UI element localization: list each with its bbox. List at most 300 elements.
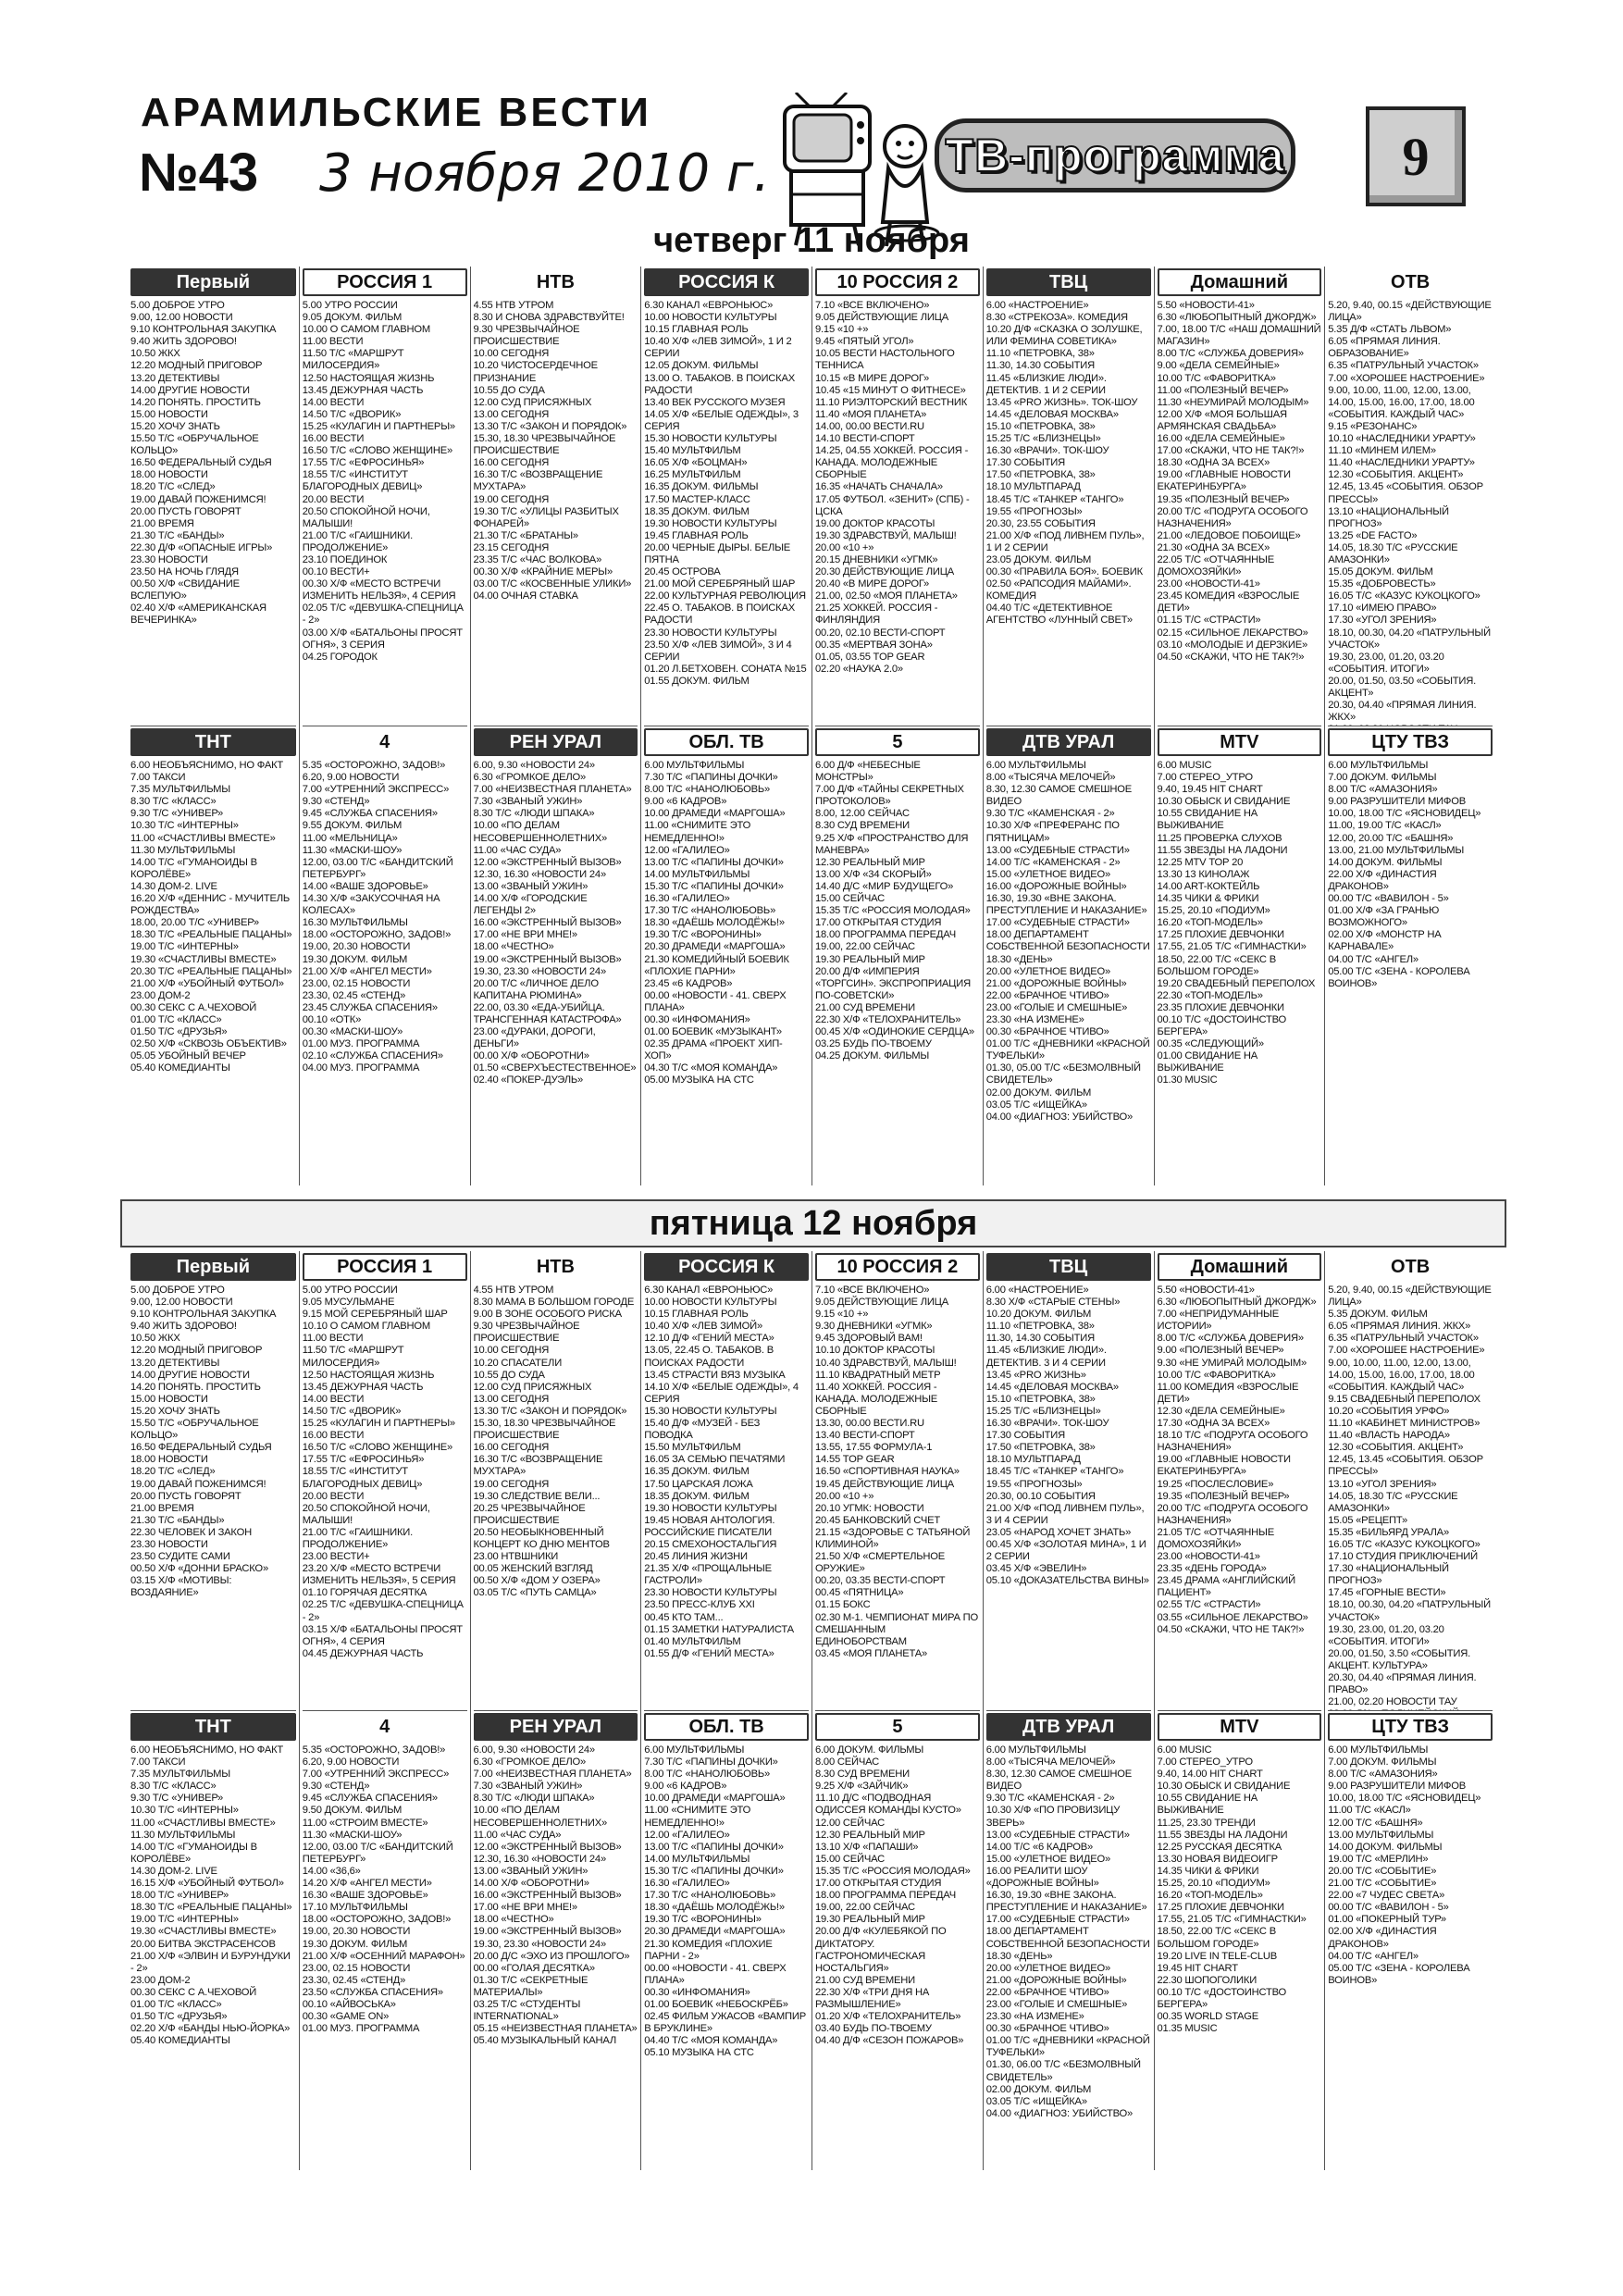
channel-logo: ОТВ [1391,271,1431,292]
program-entry: 04.25 ГОРОДОК [302,651,378,663]
program-entry: 6.05 «ПРЯМАЯ ЛИНИЯ. ЖКХ» [1328,1321,1471,1333]
program-entry: 18.30 Т/С «РЕАЛЬНЫЕ ПАЦАНЫ» [130,929,292,941]
program-entry: 14.20 Х/Ф «АНГЕЛ МЕСТИ» [302,1878,432,1890]
program-entry: 11.50 Т/С «МАРШРУТ МИЛОСЕРДИЯ» [302,348,404,372]
program-entry: 11.55 ЗВЕЗДЫ НА ЛАДОНИ [1157,1829,1288,1841]
program-entry: 23.30 НОВОСТИ [130,1538,208,1550]
program-entry: 20.00 Т/С «ЛИЧНОЕ ДЕЛО КАПИТАНА РЮМИНА» [473,977,599,1001]
program-entry: 16.00 «ДОРОЖНЫЕ ВОЙНЫ» [985,880,1127,892]
program-entry: 00.10 Т/С «ДОСТОИНСТВО БЕРГЕРА» [1157,1986,1287,2010]
program-entry: 19.00 «ЭКСТРЕННЫЙ ВЫЗОВ» [473,953,622,965]
program-entry: 17.30 СОБЫТИЯ [985,457,1065,469]
program-entry: 01.30 MUSIC [1157,1074,1218,1086]
program-entry: 16.00 ВЕСТИ [302,433,365,445]
program-entry: 18.00 ПРОГРАММА ПЕРЕДАЧ [815,1890,956,1902]
program-entry: 02.30 М-1. ЧЕМПИОНАТ МИРА ПО СМЕШАННЫМ ЕДИНОБОРСТВАМ [815,1611,979,1647]
program-entry: 11.55 ЗВЕЗДЫ НА ЛАДОНИ [1157,844,1288,856]
program-entry: 20.00 Д/Ф «ИМПЕРИЯ «ТОРГСИН». ЭКСПРОПРИАЦИЯ ПО-СОВЕТСКИ» [815,965,971,1001]
program-entry: 7.00 «ХОРОШЕЕ НАСТРОЕНИЕ» [1328,372,1485,384]
program-entry: 11.30, 14.30 СОБЫТИЯ [985,1333,1095,1345]
program-entry: 18.10, 00.30, 04.20 «ПАТРУЛЬНЫЙ УЧАСТОК» [1328,1599,1491,1623]
program-entry: 20.00 Т/С «СОБЫТИЕ» [1328,1865,1437,1877]
program-entry: 21.30 Т/С «БАНДЫ» [130,529,225,541]
program-entry: 04.50 «СКАЖИ, ЧТО НЕ ТАК?!» [1157,1623,1305,1635]
channel-logo: MTV [1158,1713,1322,1741]
program-entry: 12.20 МОДНЫЙ ПРИГОВОР [130,360,263,372]
program-entry: 20.00 ВЕСТИ [302,1490,365,1502]
program-entry: 15.50 Т/С «ОБРУЧАЛЬНОЕ КОЛЬЦО» [130,1418,259,1442]
program-entry: 16.05 Т/С «КАЗУС КУКОЦКОГО» [1328,1538,1481,1550]
channel-block [986,267,1151,726]
program-entry: 23.30 НОВОСТИ КУЛЬТУРЫ [644,1587,777,1599]
program-entry: 7.00 Д/Ф «ТАЙНЫ СЕКРЕТНЫХ ПРОТОКОЛОВ» [815,784,964,808]
program-entry: 04.00 Т/С «АНГЕЛ» [1328,1950,1419,1962]
program-entry: 22.30 Х/Ф «ТРИ ДНЯ НА РАЗМЫШЛЕНИЕ» [815,1986,930,2010]
program-entry: 13.30, 00.00 ВЕСТИ.RU [815,1418,924,1430]
channel-block [644,1711,809,2170]
program-entry: 9.25 Х/Ф «ЗАЙЧИК» [815,1781,909,1793]
program-entry: 01.35 MUSIC [1157,2023,1218,2035]
program-entry: 17.50 ЦАРСКАЯ ЛОЖА [644,1478,753,1490]
program-entry: 01.30, 05.00 Т/С «БЕЗМОЛВНЫЙ СВИДЕТЕЛЬ» [985,1062,1141,1086]
program-entry: 02.20 Х/Ф «БАНДЫ НЬЮ-ЙОРКА» [130,2023,291,2035]
channel-block [815,267,980,726]
program-entry: 6.00 МУЛЬТФИЛЬМЫ [644,1744,745,1756]
program-entry: 21.00 Т/С «СОБЫТИЕ» [1328,1878,1437,1890]
program-entry: 00.50 Х/Ф «ДОМ У ОЗЕРА» [473,1575,601,1587]
program-entry: 8.30 Т/С «КЛАСС» [130,1781,217,1793]
program-entry: 5.00 УТРО РОССИИ [302,1285,398,1296]
program-entry: 13.10 «УГОЛ ЗРЕНИЯ» [1328,1478,1437,1490]
program-entry: 13.05, 22.45 О. ТАБАКОВ. В ПОИСКАХ РАДОСТИ [644,1345,774,1369]
program-entry: 12.00, 03.00 Т/С «БАНДИТСКИЙ ПЕТЕРБУРГ» [302,1841,453,1865]
program-entry: 04.00 «ДИАГНОЗ: УБИЙСТВО» [985,2107,1134,2119]
program-entry: 19.30 НОВОСТИ КУЛЬТУРЫ [644,1502,777,1514]
program-entry: 15.25 «КУЛАГИН И ПАРТНЕРЫ» [302,1418,455,1430]
program-entry: 9.55 ДОКУМ. ФИЛЬМ [302,820,403,832]
program-entry: 04.30 Т/С «МОЯ КОМАНДА» [644,1062,778,1074]
program-entry: 12.20 МОДНЫЙ ПРИГОВОР [130,1345,263,1357]
program-entry: 04.25 ДОКУМ. ФИЛЬМЫ [815,1050,930,1062]
program-entry: 20.25 ЧРЕЗВЫЧАЙНОЕ ПРОИСШЕСТВИЕ [473,1502,586,1526]
program-entry: 19.00 СЕГОДНЯ [473,1478,550,1490]
program-entry: 00.10 «ОТК» [302,1013,362,1025]
program-entry: 10.30 ОБЫСК И СВИДАНИЕ [1157,1781,1291,1793]
program-entry: 10.00 Т/С «ФАВОРИТКА» [1157,372,1276,384]
program-entry: 16.30, 19.30 «ВНЕ ЗАКОНА. ПРЕСТУПЛЕНИЕ И НАКАЗАНИЕ» [985,1890,1147,1914]
program-entry: 13.40 ВЕСТИ-СПОРТ [815,1430,915,1442]
program-entry: 03.05 Т/С «ИЩЕЙКА» [985,2095,1087,2107]
program-entry: 02.10 «СЛУЖБА СПАСЕНИЯ» [302,1050,443,1062]
program-entry: 12.30 «СОБЫТИЯ. АКЦЕНТ» [1328,1442,1464,1454]
program-entry: 18.00 «ЧЕСТНО» [473,941,554,953]
program-entry: 12.00 «ЭКСТРЕННЫЙ ВЫЗОВ» [473,856,622,868]
program-entry: 9.15 СВАДЕБНЫЙ ПЕРЕПОЛОХ [1328,1393,1481,1405]
program-entry: 19.45 НОВАЯ АНТОЛОГИЯ. РОССИЙСКИЕ ПИСАТЕЛИ [644,1514,775,1538]
program-entry: 9.30 ДНЕВНИКИ «УГМК» [815,1321,933,1333]
program-entry: 23.50 НА НОЧЬ ГЛЯДЯ [130,566,239,578]
program-entry: 03.10 «МОЛОДЫЕ И ДЕРЗКИЕ» [1157,639,1307,651]
program-entry: 14.00 ДРУГИЕ НОВОСТИ [130,1369,250,1381]
program-entry: 16.00 «ЭКСТРЕННЫЙ ВЫЗОВ» [473,917,622,929]
program-entry: 10.50 ЖКХ [130,348,180,360]
program-entry: 19.00 «ЭКСТРЕННЫЙ ВЫЗОВ» [473,1926,622,1938]
program-entry: 21.50 Х/Ф «СМЕРТЕЛЬНОЕ ОРУЖИЕ» [815,1551,946,1575]
program-entry: 9.30 ЧРЕЗВЫЧАЙНОЕ ПРОИСШЕСТВИЕ [473,324,580,348]
channel-logo: 10 РОССИЯ 2 [815,1253,980,1281]
program-entry: 11.00, 19.00 Т/С «КАСЛ» [1328,820,1442,832]
program-entry: 10.50 ЖКХ [130,1333,180,1345]
program-entry: 9.05 ДЕЙСТВУЮЩИЕ ЛИЦА [815,1297,949,1309]
program-entry: 6.00 «НАСТРОЕНИЕ» [985,1285,1089,1296]
program-entry: 9.50 ДОКУМ. ФИЛЬМ [302,1805,403,1817]
program-entry: 18.30 «ДАЁШЬ МОЛОДЁЖЬ!» [644,917,785,929]
program-entry: 17.30 «ОДНА ЗА ВСЕХ» [1157,1418,1270,1430]
program-entry: 10.40 Х/Ф «ЛЕВ ЗИМОЙ», 1 И 2 СЕРИИ [644,336,792,360]
program-entry: 22.00 «БРАЧНОЕ ЧТИВО» [985,989,1109,1001]
program-entry: 17.10 МУЛЬТФИЛЬМЫ [302,1902,408,1914]
program-entry: 02.45 ФИЛЬМ УЖАСОВ «ВАМПИР В БРУКЛИНЕ» [644,2011,806,2035]
program-entry: 18.20 Т/С «СЛЕД» [130,481,216,493]
program-entry: 13.45 ДЕЖУРНАЯ ЧАСТЬ [302,1381,424,1393]
program-entry: 10.40 ЗДРАВСТВУЙ, МАЛЫШ! [815,1357,957,1369]
program-entry: 17.00 «НЕ ВРИ МНЕ!» [473,1902,577,1914]
program-entry: 4.55 НТВ УТРОМ [473,1285,554,1296]
program-entry: 15.00 «УЛЕТНОЕ ВИДЕО» [985,868,1111,880]
program-entry: 23.00 ДОМ-2 [130,1974,191,1986]
program-entry: 4.55 НТВ УТРОМ [473,300,554,311]
program-entry: 13.45 «PRO ЖИЗНЬ». ТОК-ШОУ [985,396,1138,408]
program-entry: 19.00 ДОКТОР КРАСОТЫ [815,517,935,529]
program-entry: 01.15 Т/С «СТРАСТИ» [1157,614,1261,627]
program-entry: 16.05 Х/Ф «БОЦМАН» [644,457,748,469]
program-entry: 18.00 ПРОГРАММА ПЕРЕДАЧ [815,929,956,941]
program-entry: 22.00 «7 ЧУДЕС СВЕТА» [1328,1890,1445,1902]
program-entry: 11.00 КОМЕДИЯ «ВЗРОСЛЫЕ ДЕТИ» [1157,1381,1299,1405]
program-entry: 20.00 Д/Ф «КУЛЕБЯКОЙ ПО ДИКТАТОРУ. ГАСТРОНОМИЧЕСКАЯ НОСТАЛЬГИЯ» [815,1926,947,1974]
program-entry: 9.15 «РЕЗОНАНС» [1328,420,1418,432]
program-entry: 23.15 СЕГОДНЯ [473,541,550,553]
program-entry: 04.45 ДЕЖУРНАЯ ЧАСТЬ [302,1647,424,1659]
channel-logo: Домашний [1158,1253,1322,1281]
program-entry: 21.30 Т/С «БАНДЫ» [130,1514,225,1526]
program-entry: 8.00 «ТЫСЯЧА МЕЛОЧЕЙ» [985,1756,1116,1769]
program-entry: 20.00 Т/С «ПОДРУГА ОСОБОГО НАЗНАЧЕНИЯ» [1157,505,1308,529]
program-entry: 9.10 КОНТРОЛЬНАЯ ЗАКУПКА [130,324,277,336]
channel-block [986,1711,1151,2170]
program-entry: 04.50 «СКАЖИ, ЧТО НЕ ТАК?!» [1157,651,1305,663]
program-entry: 19.35 «ПОЛЕЗНЫЙ ВЕЧЕР» [1157,1490,1290,1502]
program-entry: 23.30 НОВОСТИ КУЛЬТУРЫ [644,627,777,639]
program-entry: 03.05 Т/С «ПУТЬ САМЦА» [473,1587,597,1599]
program-entry: 8.30, 12.30 САМОЕ СМЕШНОЕ ВИДЕО [985,784,1132,808]
program-entry: 19.00, 22.00 СЕЙЧАС [815,941,915,953]
program-entry: 14.00 ВЕСТИ [302,1393,365,1405]
program-entry: 9.40 ЖИТЬ ЗДОРОВО! [130,1321,237,1333]
program-entry: 9.30 ЧРЕЗВЫЧАЙНОЕ ПРОИСШЕСТВИЕ [473,1321,580,1345]
program-entry: 22.45 О. ТАБАКОВ. В ПОИСКАХ РАДОСТИ [644,602,796,627]
program-entry: 04.00 ОЧНАЯ СТАВКА [473,590,578,602]
program-entry: 14.45 «ДЕЛОВАЯ МОСКВА» [985,1381,1119,1393]
program-entry: 17.00 ОТКРЫТАЯ СТУДИЯ [815,917,942,929]
issue-date: 3 ноября 2010 г. [319,143,771,204]
program-entry: 01.50 Т/С «ДРУЗЬЯ» [130,1026,228,1038]
program-entry: 05.00 Т/С «ЗЕНА - КОРОЛЕВА ВОИНОВ» [1328,965,1470,989]
program-entry: 15.35 «БИЛЬЯРД УРАЛА» [1328,1526,1449,1538]
program-entry: 10.00 Т/С «ФАВОРИТКА» [1157,1369,1276,1381]
program-entry: 01.40 МУЛЬТФИЛЬМ [644,1635,741,1647]
program-entry: 13.55, 17.55 ФОРМУЛА-1 [815,1442,933,1454]
program-entry: 9.10 КОНТРОЛЬНАЯ ЗАКУПКА [130,1309,277,1321]
program-entry: 13.00 СЕГОДНЯ [473,1393,550,1405]
program-entry: 12.00 СЕЙЧАС [815,1817,886,1829]
program-entry: 10.45 «15 МИНУТ О ФИТНЕСЕ» [815,384,966,396]
program-entry: 5.20, 9.40, 00.15 «ДЕЙСТВУЮЩИЕ ЛИЦА» [1328,300,1492,324]
program-entry: 18.45 Т/С «ТАНКЕР «ТАНГО» [985,1466,1124,1478]
channel-column [812,1251,983,2170]
program-entry: 20.30, 23.55 СОБЫТИЯ [985,517,1096,529]
program-entry: 14.40 Д/С «МИР БУДУЩЕГО» [815,880,954,892]
program-entry: 7.35 МУЛЬТФИЛЬМЫ [130,784,230,796]
channel-block [1158,1251,1322,1711]
channel-logo: РОССИЯ К [644,268,809,296]
program-entry: 19.00 Т/С «ИНТЕРНЫ» [130,941,239,953]
program-entry: 10.10 «НАСЛЕДНИКИ УРАРТУ» [1328,433,1476,445]
program-entry: 10.10 ДОКТОР КРАСОТЫ [815,1345,935,1357]
channel-logo: ОБЛ. ТВ [644,1713,809,1741]
program-entry: 16.30 «ГАЛИЛЕО» [644,1878,730,1890]
program-entry: 16.30, 19.30 «ВНЕ ЗАКОНА. ПРЕСТУПЛЕНИЕ И НАКАЗАНИЕ» [985,893,1147,917]
program-entry: 23.00, 02.15 НОВОСТИ [302,1962,411,1974]
program-entry: 6.05 «ПРЯМАЯ ЛИНИЯ. ОБРАЗОВАНИЕ» [1328,336,1441,360]
program-entry: 03.40 БУДЬ ПО-ТВОЕМУ [815,2023,932,2035]
program-entry: 19.55 «ПРОГНОЗЫ» [985,505,1083,517]
program-entry: 12.30 РЕАЛЬНЫЙ МИР [815,1829,925,1841]
program-entry: 19.30 ЗДРАВСТВУЙ, МАЛЫШ! [815,529,957,541]
channel-logo: НТВ [536,271,575,292]
program-entry: 16.30 МУЛЬТФИЛЬМЫ [302,917,408,929]
program-entry: 19.20 LIVE IN TELE-CLUB [1157,1950,1278,1962]
newspaper-title: АРАМИЛЬСКИЕ ВЕСТИ [141,90,651,135]
program-entry: 11.30 «МАСКИ-ШОУ» [302,844,403,856]
program-entry: 00.00 «НОВОСТИ - 41. СВЕРХ ПЛАНА» [644,989,787,1013]
program-entry: 11.30 «НЕУМИРАЙ МОЛОДЫМ» [1157,396,1309,408]
section-title: ТВ-программа [935,118,1295,192]
program-entry: 13.00 Т/С «ПАПИНЫ ДОЧКИ» [644,856,784,868]
program-entry: 16.00 «ДЕЛА СЕМЕЙНЫЕ» [1157,433,1285,445]
channel-logo: РОССИЯ 1 [303,1253,467,1281]
program-entry: 14.00 ВЕСТИ [302,396,365,408]
program-entry: 20.00 «10 +» [815,541,874,553]
program-entry: 17.10 «ИМЕЮ ПРАВО» [1328,602,1437,614]
program-entry: 20.30, 04.40 «ПРЯМАЯ ЛИНИЯ. ЖКХ» [1328,700,1477,724]
program-entry: 10.15 ГЛАВНАЯ РОЛЬ [644,324,749,336]
program-entry: 01.00 Т/С «КЛАСС» [130,1998,222,2010]
program-entry: 19.30 Т/С «УЛИЦЫ РАЗБИТЫХ ФОНАРЕЙ» [473,505,619,529]
program-entry: 20.00 ПУСТЬ ГОВОРЯТ [130,505,242,517]
program-entry: 9.30 Т/С «УНИВЕР» [130,808,224,820]
program-entry: 15.50 МУЛЬТФИЛЬМ [644,1442,741,1454]
program-entry: 20.00, 01.50, 3.50 «СОБЫТИЯ. АКЦЕНТ. КУЛЬТУРА» [1328,1647,1471,1671]
program-entry: 16.30 Т/С «ВОЗВРАЩЕНИЕ МУХТАРА» [473,1454,603,1478]
program-entry: 16.50 Т/С «СЛОВО ЖЕНЩИНЕ» [302,445,453,457]
program-entry: 5.35 «ОСТОРОЖНО, ЗАДОВ!» [302,1744,446,1756]
program-entry: 16.00 «ЭКСТРЕННЫЙ ВЫЗОВ» [473,1890,622,1902]
program-entry: 21.30 КОМЕДИЙНЫЙ БОЕВИК «ПЛОХИЕ ПАРНИ» [644,953,789,977]
program-entry: 6.30 «ЛЮБОПЫТНЫЙ ДЖОРДЖ» [1157,312,1317,324]
program-entry: 14.00 ДОКУМ. ФИЛЬМЫ [1328,1841,1443,1853]
program-entry: 18.00 ДЕПАРТАМЕНТ СОБСТВЕННОЙ БЕЗОПАСНОСТИ [985,929,1150,953]
program-entry: 17.55, 21.05 Т/С «ГИМНАСТКИ» [1157,941,1307,953]
program-entry: 15.30 НОВОСТИ КУЛЬТУРЫ [644,1405,777,1417]
program-entry: 13.30 Т/С «ЗАКОН И ПОРЯДОК» [473,420,627,432]
program-entry: 17.30 «УГОЛ ЗРЕНИЯ» [1328,614,1437,627]
program-entry: 7.00 «УТРЕННИЙ ЭКСПРЕСС» [302,1769,450,1781]
program-entry: 9.00 РАЗРУШИТЕЛИ МИФОВ [1328,1781,1466,1793]
program-entry: 15.00 «УЛЕТНОЕ ВИДЕО» [985,1853,1111,1865]
program-entry: 00.30 СЕКС С А.ЧЕХОВОЙ [130,1986,257,1998]
channel-logo: ОТВ [1391,1256,1431,1277]
program-entry: 00.30 «ПРАВИЛА БОЯ». БОЕВИК [985,566,1143,578]
program-entry: 17.05 ФУТБОЛ. «ЗЕНИТ» (СПБ) - ЦСКА [815,493,970,517]
program-entry: 01.00 СВИДАНИЕ НА ВЫЖИВАНИЕ [1157,1050,1258,1074]
program-entry: 23.00 «НОВОСТИ-41» [1157,1551,1260,1563]
channel-block [474,1251,638,1711]
program-entry: 11.40 ХОККЕЙ. РОССИЯ - КАНАДА. МОЛОДЕЖНЫЕ СБОРНЫЕ [815,1381,938,1417]
program-entry: 12.00 «ГАЛИЛЕО» [644,1829,730,1841]
program-entry: 00.30 Х/Ф «МЕСТО ВСТРЕЧИ ИЗМЕНИТЬ НЕЛЬЗЯ», 4 СЕРИЯ [302,578,456,602]
channel-column [1154,267,1325,1185]
program-entry: 10.10 О САМОМ ГЛАВНОМ [302,1321,431,1333]
channel-block [815,726,980,1185]
program-entry: 23.20 Х/Ф «МЕСТО ВСТРЕЧИ ИЗМЕНИТЬ НЕЛЬЗЯ», 5 СЕРИЯ [302,1563,456,1587]
program-entry: 20.30 ДРАМЕДИ «МАРГОША» [644,941,786,953]
program-entry: 7.30 Т/С «ПАПИНЫ ДОЧКИ» [644,772,778,784]
program-entry: 19.30, 23.00, 01.20, 03.20 «СОБЫТИЯ. ИТОГИ» [1328,1623,1444,1647]
program-entry: 17.00 «СУДЕБНЫЕ СТРАСТИ» [985,917,1130,929]
program-entry: 21.00 Х/Ф «ОСЕННИЙ МАРАФОН» [302,1950,465,1962]
program-entry: 16.00 ВЕСТИ [302,1430,365,1442]
program-entry: 12.00 СУД ПРИСЯЖНЫХ [473,1381,592,1393]
program-entry: 03.05 Т/С «ИЩЕЙКА» [985,1098,1087,1111]
program-entry: 00.30 «МАСКИ-ШОУ» [302,1026,403,1038]
channel-column [470,267,641,1185]
program-entry: 00.00 Х/Ф «ОБОРОТНИ» [473,1050,589,1062]
program-entry: 23.00 НТВШНИКИ [473,1551,559,1563]
program-entry: 18.20 Т/С «СЛЕД» [130,1466,216,1478]
program-entry: 14.05 Х/Ф «БЕЛЫЕ ОДЕЖДЫ», 3 СЕРИЯ [644,408,799,432]
channel-logo: ЦТУ ТВЗ [1328,728,1493,756]
program-entry: 11.30 МУЛЬТФИЛЬМЫ [130,1829,236,1841]
program-entry: 11.00 «ЧАС СУДА» [473,1829,562,1841]
program-entry: 12.45, 13.45 «СОБЫТИЯ. ОБЗОР ПРЕССЫ» [1328,1454,1483,1478]
program-entry: 23.35 ПЛОХИЕ ДЕВЧОНКИ [1157,1001,1284,1013]
channel-logo: Первый [130,268,296,296]
program-entry: 10.00 СЕГОДНЯ [473,1345,550,1357]
program-entry: 19.00 «ГЛАВНЫЕ НОВОСТИ ЕКАТЕРИНБУРГА» [1157,1454,1291,1478]
program-entry: 23.10 ПОЕДИНОК [302,553,388,565]
program-entry: 01.55 Д/Ф «ГЕНИЙ МЕСТА» [644,1647,774,1659]
program-entry: 04.00 МУЗ. ПРОГРАММА [302,1062,420,1074]
program-entry: 19.30 ДОКУМ. ФИЛЬМ [302,953,408,965]
program-entry: 18.00 Т/С «УНИВЕР» [130,1890,229,1902]
program-entry: 5.00 ДОБРОЕ УТРО [130,300,225,311]
program-entry: 6.00 ДОКУМ. ФИЛЬМЫ [815,1744,924,1756]
program-entry: 18.55 Т/С «ИНСТИТУТ БЛАГОРОДНЫХ ДЕВИЦ» [302,1466,423,1490]
program-entry: 6.30 «ГРОМКОЕ ДЕЛО» [473,1756,587,1769]
program-entry: 13.00 Т/С «ПАПИНЫ ДОЧКИ» [644,1841,784,1853]
program-entry: 17.00 «СУДЕБНЫЕ СТРАСТИ» [985,1914,1130,1926]
channel-column [470,1251,641,2170]
program-entry: 20.45 ЛИНИЯ ЖИЗНИ [644,1551,748,1563]
program-entry: 13.00 СЕГОДНЯ [473,408,550,420]
program-entry: 9.30 Т/С «КАМЕНСКАЯ - 2» [985,808,1115,820]
program-entry: 13.30 Т/С «ЗАКОН И ПОРЯДОК» [473,1405,627,1417]
channel-logo: Первый [130,1253,296,1281]
program-entry: 21.00 СУД ВРЕМЕНИ [815,1974,915,1986]
program-entry: 8.30 «СТРЕКОЗА». КОМЕДИЯ [985,312,1128,324]
program-entry: 9.40, 14.00 HIT CHART [1157,1769,1263,1781]
program-entry: 23.30 «НА ИЗМЕНЕ» [985,1013,1084,1025]
program-entry: 7.35 МУЛЬТФИЛЬМЫ [130,1769,230,1781]
program-entry: 01.05, 03.55 TOP GEAR [815,651,925,663]
program-entry: 16.30 Т/С «ВОЗВРАЩЕНИЕ МУХТАРА» [473,469,603,493]
program-entry: 14.05, 18.30 Т/С «РУССКИЕ АМАЗОНКИ» [1328,541,1458,565]
program-entry: 7.30 «ЗВАНЫЙ УЖИН» [473,796,583,808]
program-entry: 22.30 «ТОП-МОДЕЛЬ» [1157,989,1263,1001]
program-entry: 23.35 Т/С «ЧАС ВОЛКОВА» [473,553,602,565]
program-entry: 10.00 О САМОМ ГЛАВНОМ [302,324,431,336]
program-entry: 04.40 Д/Ф «СЕЗОН ПОЖАРОВ» [815,2035,964,2047]
program-entry: 19.45 HIT CHART [1157,1962,1238,1974]
program-entry: 16.50 «СПОРТИВНАЯ НАУКА» [815,1466,960,1478]
channel-block [815,1251,980,1711]
program-entry: 8.30, 12.30 САМОЕ СМЕШНОЕ ВИДЕО [985,1769,1132,1793]
channel-logo: РОССИЯ К [644,1253,809,1281]
program-entry: 9.00 «ДЕЛА СЕМЕЙНЫЕ» [1157,360,1280,372]
program-entry: 19.00 ДАВАЙ ПОЖЕНИМСЯ! [130,493,266,505]
channel-block [1158,726,1322,1185]
channel-logo: 4 [379,731,390,752]
program-entry: 14.30 Х/Ф «ЗАКУСОЧНАЯ НА КОЛЕСАХ» [302,893,440,917]
program-entry: 10.00, 18.00 Т/С «ЯСНОВИДЕЦ» [1328,808,1481,820]
channel-block [474,1711,638,2170]
program-entry: 18.00 НОВОСТИ [130,469,208,481]
channel-block [1328,1251,1493,1711]
program-entry: 8.00 Т/С «АМАЗОНИЯ» [1328,1769,1438,1781]
program-entry: 11.10 «ПЕТРОВКА, 38» [985,1321,1095,1333]
program-entry: 05.40 МУЗЫКАЛЬНЫЙ КАНАЛ [473,2035,616,2047]
program-entry: 03.45 Х/Ф «ЭВЕЛИН» [985,1563,1087,1575]
program-entry: 17.30 Т/С «НАНОЛЮБОВЬ» [644,905,776,917]
program-entry: 19.30 СЛЕДСТВИЕ ВЕЛИ... [473,1490,601,1502]
program-entry: 03.15 Х/Ф «МОТИВЫ: ВОЗДАЯНИЕ» [130,1575,232,1599]
program-entry: 00.30 «БРАЧНОЕ ЧТИВО» [985,1026,1109,1038]
program-entry: 18.30 «ДЕНЬ» [985,1950,1053,1962]
program-entry: 15.40 МУЛЬТФИЛЬМ [644,445,741,457]
program-entry: 14.30 ДОМ-2. LIVE [130,1865,217,1877]
program-entry: 19.00, 20.30 НОВОСТИ [302,941,411,953]
program-entry: 16.50 Т/С «СЛОВО ЖЕНЩИНЕ» [302,1442,453,1454]
program-entry: 9.45 «ПЯТЫЙ УГОЛ» [815,336,914,348]
program-entry: 03.25 БУДЬ ПО-ТВОЕМУ [815,1038,932,1050]
channel-column [812,267,983,1185]
program-entry: 19.20 СВАДЕБНЫЙ ПЕРЕПОЛОХ [1157,977,1316,989]
program-entry: 21.35 Х/Ф «ПРОЩАЛЬНЫЕ ГАСТРОЛИ» [644,1563,772,1587]
program-entry: 20.00 «УЛЕТНОЕ ВИДЕО» [985,1962,1111,1974]
program-entry: 13.45 «PRO ЖИЗНЬ» [985,1369,1086,1381]
channel-block [303,1251,467,1711]
